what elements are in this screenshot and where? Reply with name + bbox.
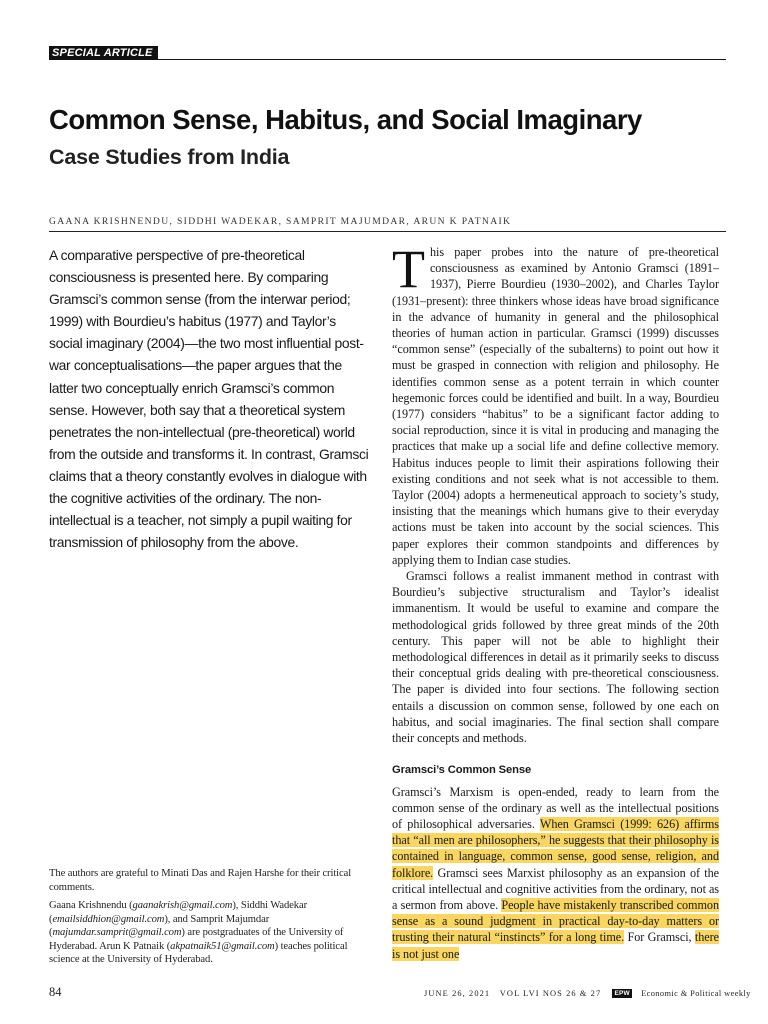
body-paragraph: Gramsci’s Marxism is open-ended, ready to learn from the common sense of the ordinary as well as the intellectual positions of philosophical adversaries. When Gramsci (1999: 626) affirms that “all men are philosophers,” he suggests that their philosophy is contained in language, common sense, good sense, religion, and folklore. Gramsci sees Marxist philosophy as an expansion of the critical intellectual and cognitive activities from the ordinary, not as a sermon from above. People have mistakenly transcribed common sense as a sound judgment in practical day-to-day matters or trusting their natural “instincts” for a long time. For Gramsci, there is not just one bbox=[392, 784, 720, 961]
body-column bbox=[392, 239, 720, 962]
issue-volume: VOL LVI NOS 26 & 27 bbox=[499, 989, 602, 998]
footnote-affiliations: Gaana Krishnendu (gaanakrish@gmail.com), Siddhi Wadekar (emailsiddhion@gmail.com), and Samprit Majumdar (majumdar.samprit@gmail.com) are postgraduates of the University of Hyderabad. Arun K Patnaik (akpatnaik51@gmail.com) teaches political science at the University of Hyderabad. bbox=[49, 900, 348, 965]
author-email: emailsiddhion@gmail.com bbox=[52, 913, 165, 925]
author-rule bbox=[49, 231, 726, 232]
author-email: majumdar.samprit@gmail.com bbox=[52, 927, 182, 938]
highlighted-text: there is not just one bbox=[392, 930, 719, 961]
article-subtitle: Case Studies from India bbox=[49, 145, 290, 169]
highlighted-text: People have mistakenly transcribed common sense as a sound judgment in practical day-to-day matters or trusting their natural “instincts” for a long time. bbox=[392, 897, 720, 945]
highlighted-text: When Gramsci (1999: 626) affirms that “all men are philosophers,” he suggests that their philosophy is contained in language, common sense, good sense, religion, and folklore. bbox=[392, 816, 720, 880]
article-title: Common Sense, Habitus, and Social Imaginary bbox=[49, 104, 642, 135]
section-rule bbox=[49, 59, 726, 60]
drop-cap: T bbox=[392, 239, 425, 299]
journal-name: Economic & Political weekly bbox=[641, 989, 751, 998]
body-paragraph: Gramsci follows a realist immanent method in contrast with Bourdieu’s subjective structuralism and Taylor’s idealist immanentism. It would be useful to examine and compare the methodological grids followed by three great minds of the 20th century. This paper will not be able to highlight their methodological differences in detail as it primarily seeks to discuss their conceptual grids dealing with pre-theoretical consciousness. The paper is divided into four sections. The following section entails a discussion on common sense, followed by one each on habitus, and social imaginaries. The final section shall compare their concepts and methods. bbox=[392, 569, 719, 746]
page-number: 84 bbox=[49, 985, 62, 999]
footnote bbox=[49, 867, 374, 967]
author-line: GAANA KRISHNENDU, SIDDHI WADEKAR, SAMPRIT MAJUMDAR, ARUN K PATNAIK bbox=[49, 216, 512, 227]
author-email: gaanakrish@gmail.com bbox=[132, 900, 233, 911]
section-header bbox=[49, 46, 726, 61]
footnote-acknowledgement: The authors are grateful to Minati Das and Rajen Harshe for their critical comments. bbox=[49, 868, 352, 893]
abstract: A comparative perspective of pre-theoretical consciousness is presented here. By comparing Gramsci’s common sense (from the interwar period; 1999) with Bourdieu’s habitus (1977) and Taylor’s social imaginary (2004)—the two most influential post-war conceptualisations—the paper argues that the latter two conceptually enrich Gramsci’s common sense. However, both say that a theoretical system penetrates the non-intellectual (pre-theoretical) world from the outside and transforms it. In contrast, Gramsci claims that a theory constantly evolves in dialogue with the cognitive activities of the ordinary. The non-intellectual is a teacher, not simply a pupil waiting for transmission of philosophy from the above. bbox=[49, 247, 369, 551]
epw-logo: EPW bbox=[614, 990, 630, 997]
body-paragraph: This paper probes into the nature of pre-theoretical consciousness as examined by Antonio Gramsci (1891–1937), Pierre Bourdieu (1930–2002), and Charles Taylor (1931–present): three thinkers whose ideas have broad significance in the advance of humanity in general and the philosophical theories of human action in particular. Gramsci (1999) discusses “common sense” (especially of the subalterns) to point out how it must be grasped in connection with religion and philosophy. He identifies common sense as a potent terrain in which counter hegemonic forces could be identified and built. In a way, Bourdieu (1977) considers “habitus” to be a significant factor adding to social reproduction, since it is vital in producing and managing the practices that make up a social life and define collective memory. Habitus induces people to limit their aspirations following their existing conditions and not seek what is not accessible to them. Taylor (2004) adopts a hermeneutical approach to society’s study, insisting that the meanings which humans give to their everyday actions must be taken into account by the social sciences. This paper explores their common standpoints and differences by applying them to Indian case studies. bbox=[392, 239, 719, 567]
issue-date: JUNE 26, 2021 bbox=[424, 989, 491, 998]
section-label: SPECIAL ARTICLE bbox=[49, 46, 158, 60]
footer-info bbox=[424, 989, 751, 998]
section-subheading: Gramsci’s Common Sense bbox=[392, 764, 532, 777]
author-email: akpatnaik51@gmail.com bbox=[170, 940, 275, 952]
